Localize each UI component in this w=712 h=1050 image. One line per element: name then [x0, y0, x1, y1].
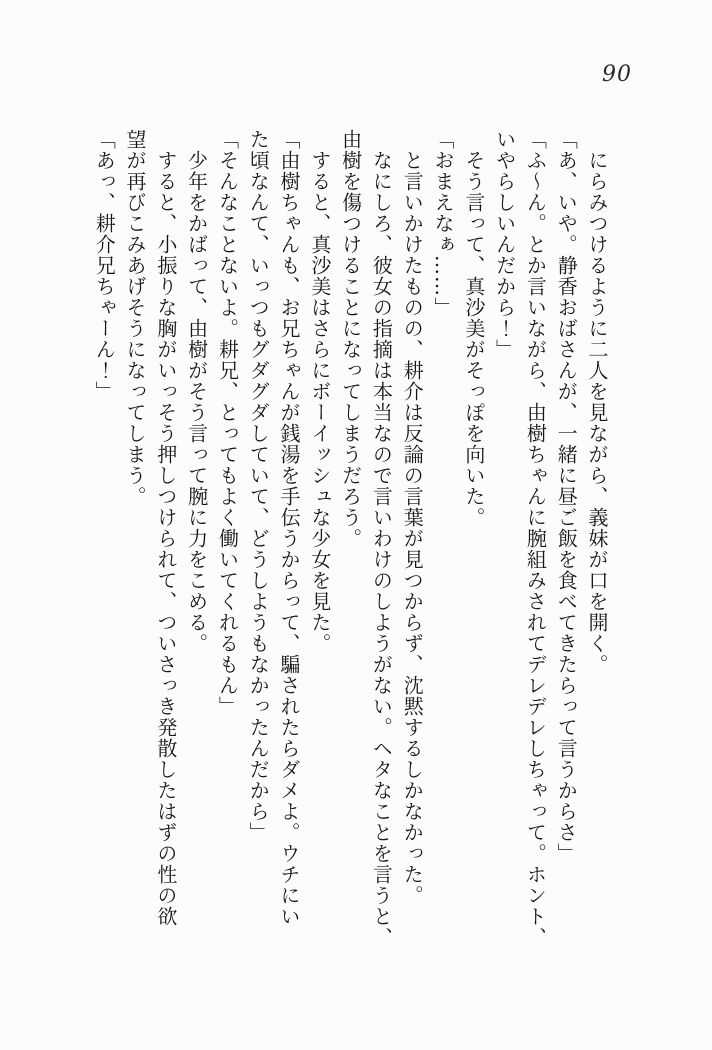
text-line: 「あっ、耕介兄ちゃーん！」	[92, 129, 117, 402]
text-line: いやらしいんだから！」	[492, 129, 517, 360]
text-line: そう言って、真沙美がそっぽを向いた。	[461, 150, 486, 528]
text-line: 「あ、いや。静香おばさんが、一緒に昼ご飯を食べてきたらって言うからさ」	[554, 129, 579, 864]
text-line: すると、真沙美はさらにボーイッシュな少女を見た。	[307, 150, 332, 654]
text-line: た頃なんて、いっつもグダグダしていて、どうしようもなかったんだから」	[246, 129, 271, 843]
text-line: 「そんなことないよ。耕兄、とってもよく働いてくれるもん」	[215, 129, 240, 717]
page-number: 90	[602, 62, 632, 87]
text-line: 「ふ〜ん。とか言いながら、由樹ちゃんに腕組みされてデレデレしちゃって。ホント、	[523, 129, 548, 948]
text-line: 少年をかばって、由樹がそう言って腕に力をこめる。	[184, 150, 209, 654]
text-line: 「おまえなぁ……」	[431, 129, 456, 318]
text-line: すると、小振りな胸がいっそう押しつけられて、ついさっき発散したはずの性の欲	[153, 150, 178, 927]
text-line: と言いかけたものの、耕介は反論の言葉が見つからず、沈黙するしかなかった。	[400, 150, 425, 906]
text-line: にらみつけるように二人を見ながら、義妹が口を開く。	[585, 150, 609, 675]
text-line: 「由樹ちゃんも、お兄ちゃんが銭湯を手伝うからって、騙されたらダメよ。ウチにい	[277, 129, 302, 927]
vertical-text-block	[88, 129, 612, 969]
text-line: 望が再びこみあげそうになってしまう。	[123, 129, 148, 507]
text-line: 由樹を傷つけることになってしまうだろう。	[338, 129, 363, 549]
text-line: なにしろ、彼女の指摘は本当なので言いわけのしようがない。ヘタなことを言うと、	[369, 150, 394, 948]
